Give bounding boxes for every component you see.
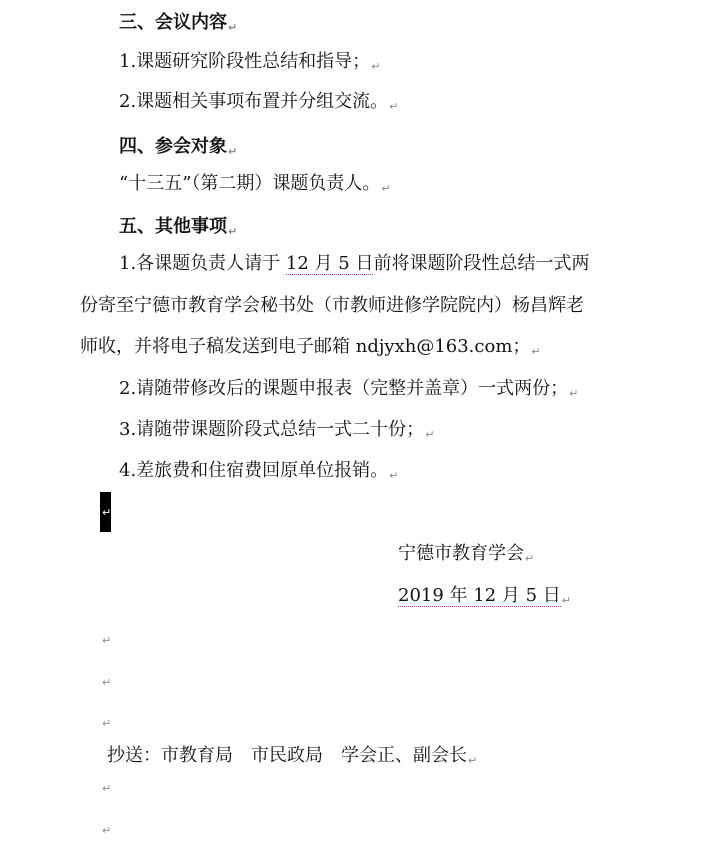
paragraph-mark-icon: ↵: [425, 428, 435, 441]
paragraph-mark-icon[interactable]: ↵: [102, 634, 112, 647]
section-5-item-2-text: 2.请随带修改后的课题申报表（完整并盖章）一式两份；: [119, 378, 569, 399]
section-3-item-1[interactable]: [119, 50, 380, 79]
signature-org-text: 宁德市教育学会: [398, 543, 524, 564]
paragraph-mark-icon: ↵: [228, 145, 238, 158]
section-5-heading[interactable]: [119, 215, 237, 244]
section-5-item-1-line-3[interactable]: [80, 335, 541, 364]
section-3-item-2-text: 2.课题相关事项布置并分组交流。: [119, 91, 389, 112]
paragraph-mark-icon: ↵: [102, 506, 112, 519]
paragraph-mark-icon[interactable]: ↵: [102, 676, 112, 689]
section-3-heading[interactable]: [119, 11, 237, 40]
cc-text: 抄送：市教育局 市民政局 学会正、副会长: [107, 745, 467, 766]
section-5-item-1-suffix: 前将课题阶段性总结一式两: [373, 253, 590, 274]
section-3-item-1-text: 1.课题研究阶段性总结和指导；: [119, 51, 371, 72]
section-4-text-content: “十三五”（第二期）课题负责人。: [119, 173, 381, 194]
section-5-item-1-line-3-text: 师收，并将电子稿发送到电子邮箱 ndjyxh@163.com；: [80, 336, 531, 357]
section-4-text[interactable]: [119, 172, 391, 201]
signature-date-text: 2019 年 12 月 5 日: [398, 585, 561, 606]
section-5-item-3[interactable]: [119, 418, 434, 447]
paragraph-mark-icon: ↵: [468, 754, 478, 767]
section-5-item-3-text: 3.请随带课题阶段式总结一式二十份；: [119, 419, 425, 440]
section-5-item-1-line-2-text: 份寄至宁德市教育学会秘书处（市教师进修学院院内）杨昌辉老: [80, 295, 584, 316]
paragraph-mark-icon: ↵: [371, 60, 381, 73]
paragraph-mark-icon: ↵: [389, 100, 399, 113]
section-5-item-1-line-1[interactable]: [119, 252, 589, 276]
section-5-item-4-text: 4.差旅费和住宿费回原单位报销。: [119, 460, 389, 481]
paragraph-mark-icon: ↵: [569, 387, 579, 400]
paragraph-mark-icon: ↵: [531, 345, 541, 358]
section-5-heading-text: 五、其他事项: [119, 216, 227, 237]
paragraph-mark-icon[interactable]: ↵: [102, 717, 112, 730]
section-3-heading-text: 三、会议内容: [119, 12, 227, 33]
section-3-item-2[interactable]: [119, 90, 398, 119]
selected-empty-paragraph[interactable]: [100, 492, 111, 532]
section-5-item-2[interactable]: [119, 377, 578, 406]
section-4-heading-text: 四、参会对象: [119, 136, 227, 157]
paragraph-mark-icon: ↵: [381, 182, 391, 195]
signature-date[interactable]: [398, 584, 571, 613]
paragraph-mark-icon: ↵: [228, 225, 238, 238]
paragraph-mark-icon: ↵: [525, 552, 535, 565]
signature-org[interactable]: [398, 542, 534, 571]
section-4-heading[interactable]: [119, 135, 237, 164]
section-5-item-4[interactable]: [119, 459, 398, 488]
paragraph-mark-icon[interactable]: ↵: [102, 824, 112, 837]
paragraph-mark-icon: ↵: [561, 594, 571, 607]
section-5-item-1-prefix: 1.各课题负责人请于: [119, 253, 281, 274]
paragraph-mark-icon: ↵: [228, 21, 238, 34]
paragraph-mark-icon[interactable]: ↵: [102, 782, 112, 795]
paragraph-mark-icon: ↵: [389, 469, 399, 482]
section-5-item-1-line-2[interactable]: [80, 294, 584, 318]
section-5-item-1-date: 12 月 5 日: [285, 253, 374, 274]
cc-line[interactable]: [107, 744, 477, 773]
